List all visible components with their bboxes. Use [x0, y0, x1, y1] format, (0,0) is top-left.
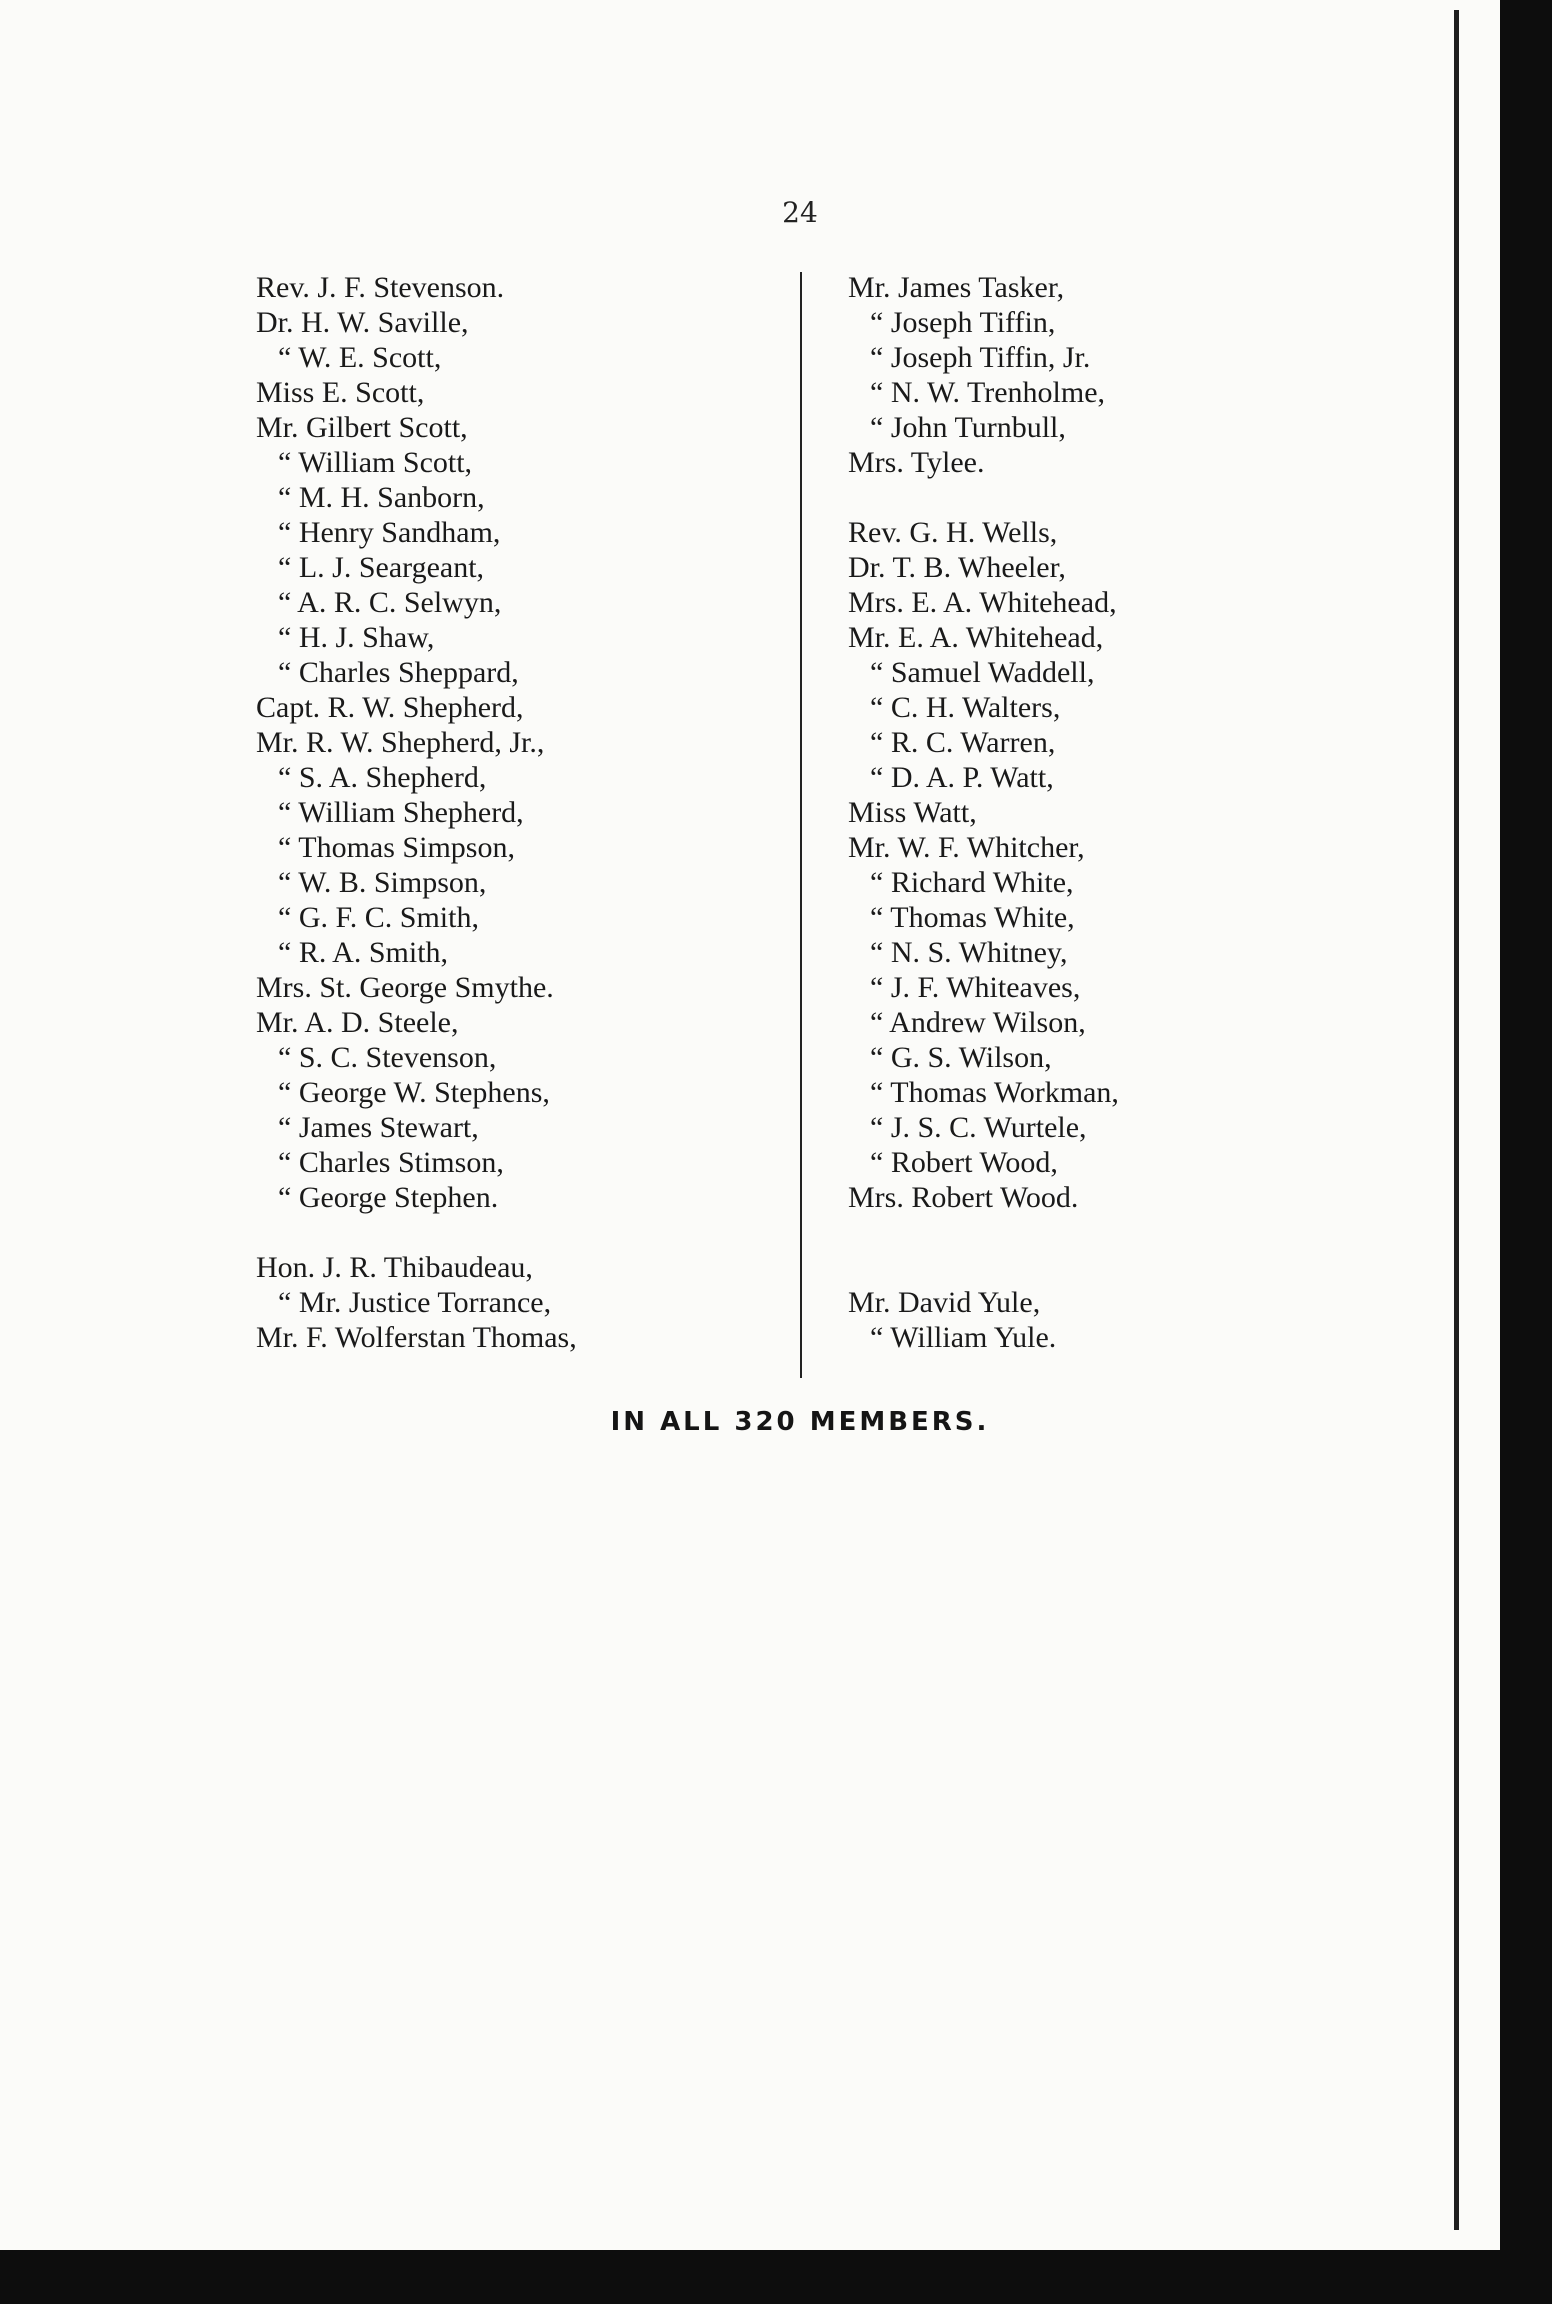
member-entry: “ William Scott,	[278, 446, 473, 479]
member-entry: Rev. G. H. Wells,	[848, 516, 1058, 549]
member-entry: “ S. C. Stevenson,	[278, 1041, 497, 1074]
member-entry: “ N. S. Whitney,	[870, 936, 1068, 969]
member-entry: Miss Watt,	[848, 796, 977, 829]
member-entry: Mr. Gilbert Scott,	[256, 411, 468, 444]
member-entry: “ William Shepherd,	[278, 796, 524, 829]
member-entry: Mrs. Tylee.	[848, 446, 985, 479]
right-member-column	[848, 270, 1119, 1355]
spacer	[848, 1250, 1119, 1285]
member-entry: Capt. R. W. Shepherd,	[256, 691, 524, 724]
member-entry: “ Mr. Justice Torrance,	[278, 1286, 552, 1319]
member-entry: “ H. J. Shaw,	[278, 621, 435, 654]
member-total: IN ALL 320 MEMBERS.	[610, 1407, 990, 1437]
member-entry: “ James Stewart,	[278, 1111, 479, 1144]
member-entry: Mrs. E. A. Whitehead,	[848, 586, 1117, 619]
member-entry: “ Andrew Wilson,	[870, 1006, 1086, 1039]
member-entry: “ C. H. Walters,	[870, 691, 1061, 724]
member-entry: “ John Turnbull,	[870, 411, 1066, 444]
member-entry: “ N. W. Trenholme,	[870, 376, 1106, 409]
member-entry: “ Samuel Waddell,	[870, 656, 1095, 689]
member-entry: “ J. F. Whiteaves,	[870, 971, 1081, 1004]
member-entry: “ Richard White,	[870, 866, 1074, 899]
member-entry: Mr. R. W. Shepherd, Jr.,	[256, 726, 545, 759]
member-entry: Mrs. Robert Wood.	[848, 1181, 1079, 1214]
member-entry: “ G. F. C. Smith,	[278, 901, 479, 934]
member-entry: “ A. R. C. Selwyn,	[278, 586, 502, 619]
member-entry: “ R. C. Warren,	[870, 726, 1056, 759]
member-entry: Mr. James Tasker,	[848, 271, 1065, 304]
member-entry: “ G. S. Wilson,	[870, 1041, 1052, 1074]
member-entry: Mr. A. D. Steele,	[256, 1006, 459, 1039]
member-entry: Mr. W. F. Whitcher,	[848, 831, 1085, 864]
spacer	[256, 1215, 577, 1250]
member-entry: Mr. F. Wolferstan Thomas,	[256, 1321, 577, 1354]
member-entry: “ Thomas White,	[870, 901, 1075, 934]
member-entry: “ Thomas Simpson,	[278, 831, 515, 864]
member-entry: Hon. J. R. Thibaudeau,	[256, 1251, 533, 1284]
member-entry: “ Charles Sheppard,	[278, 656, 519, 689]
member-entry: “ D. A. P. Watt,	[870, 761, 1054, 794]
member-entry: “ Joseph Tiffin,	[870, 306, 1056, 339]
column-divider	[800, 272, 802, 1378]
member-entry: “ M. H. Sanborn,	[278, 481, 485, 514]
member-entry: “ Charles Stimson,	[278, 1146, 504, 1179]
member-entry: “ Thomas Workman,	[870, 1076, 1119, 1109]
member-entry: “ L. J. Seargeant,	[278, 551, 485, 584]
member-entry: “ W. B. Simpson,	[278, 866, 487, 899]
member-entry: Miss E. Scott,	[256, 376, 425, 409]
spacer	[848, 1215, 1119, 1250]
spacer	[848, 480, 1119, 515]
member-entry: “ Joseph Tiffin, Jr.	[870, 341, 1091, 374]
member-entry: Rev. J. F. Stevenson.	[256, 271, 505, 304]
page-number: 24	[782, 196, 818, 229]
member-entry: “ William Yule.	[870, 1321, 1057, 1354]
member-entry: “ J. S. C. Wurtele,	[870, 1111, 1087, 1144]
page-edge-line	[1454, 10, 1459, 2230]
member-entry: Mr. David Yule,	[848, 1286, 1041, 1319]
member-entry: “ Robert Wood,	[870, 1146, 1058, 1179]
member-entry: Dr. H. W. Saville,	[256, 306, 469, 339]
member-entry: Mr. E. A. Whitehead,	[848, 621, 1104, 654]
member-entry: “ W. E. Scott,	[278, 341, 442, 374]
member-entry: “ Henry Sandham,	[278, 516, 501, 549]
member-entry: “ R. A. Smith,	[278, 936, 449, 969]
member-entry: “ George W. Stephens,	[278, 1076, 550, 1109]
member-entry: Mrs. St. George Smythe.	[256, 971, 554, 1004]
member-entry: Dr. T. B. Wheeler,	[848, 551, 1066, 584]
member-entry: “ George Stephen.	[278, 1181, 499, 1214]
member-entry: “ S. A. Shepherd,	[278, 761, 487, 794]
left-member-column	[256, 270, 577, 1355]
